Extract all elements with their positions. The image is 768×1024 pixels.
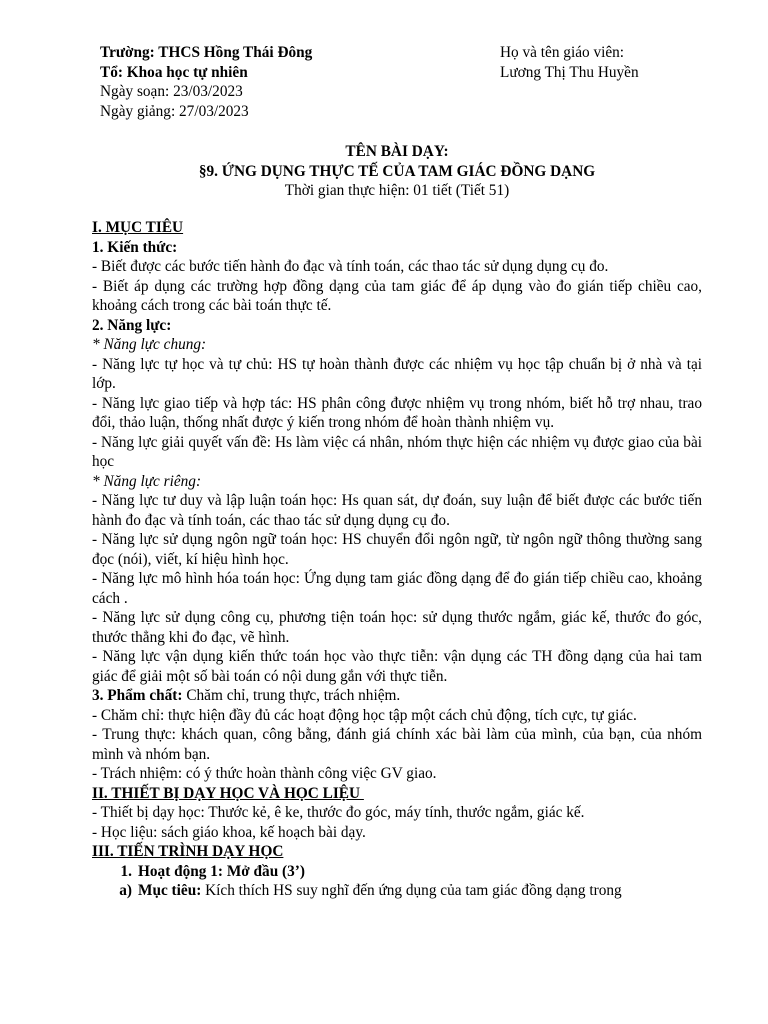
document-header [100, 43, 680, 121]
document-body [92, 218, 702, 901]
paragraph: - Trung thực: khách quan, công bằng, đánh giá chính xác bài làm của mình, của bạn, của nhóm mình và nhóm bạn. [92, 726, 702, 763]
activity-title: Hoạt động 1: Mở đầu (3’) [138, 862, 305, 880]
quality-line [92, 686, 702, 706]
paragraph: - Năng lực tư duy và lập luận toán học: Hs quan sát, dự đoán, suy luận để biết được các bước tiến hành đo đạc và tính toán, các thao tác sử dụng dụng cụ đo. [92, 492, 702, 529]
competence-heading: 2. Năng lực: [92, 316, 172, 334]
knowledge-heading: 1. Kiến thức: [92, 238, 178, 256]
department-name: Tổ: Khoa học tự nhiên [100, 63, 248, 81]
lesson-title-block [92, 142, 702, 201]
paragraph: - Năng lực tự học và tự chủ: HS tự hoàn thành được các nhiệm vụ học tập chuẩn bị ở nhà và tại lớp. [92, 355, 702, 392]
paragraph: - Năng lực sử dụng công cụ, phương tiện toán học: sử dụng thước ngắm, giác kế, thước đo góc, thước thẳng khi đo đạc, vẽ hình. [92, 609, 702, 646]
paragraph: - Năng lực giải quyết vấn đề: Hs làm việc cá nhân, nhóm thực hiện các nhiệm vụ được giao của bài học [92, 433, 702, 470]
sub-item-content: Kích thích HS suy nghĩ đến ứng dụng của tam giác đồng dạng trong [201, 882, 622, 899]
paragraph: - Trách nhiệm: có ý thức hoàn thành công việc GV giao. [92, 765, 437, 782]
paragraph: - Thiết bị dạy học: Thước kẻ, ê ke, thước đo góc, máy tính, thước ngắm, giác kế. [92, 804, 585, 821]
general-competence-heading: * Năng lực chung: [92, 336, 207, 353]
paragraph: - Năng lực sử dụng ngôn ngữ toán học: HS chuyển đổi ngôn ngữ, từ ngôn ngữ thông thường sang đọc (nói), viết, kí hiệu hình học. [92, 531, 702, 568]
teacher-name: Lương Thị Thu Huyền [500, 63, 639, 81]
paragraph: - Chăm chỉ: thực hiện đầy đủ các hoạt động học tập một cách chủ động, tích cực, tự giác. [92, 706, 637, 724]
quality-heading: 3. Phẩm chất: [92, 687, 183, 704]
title-label: TÊN BÀI DẠY: [345, 143, 449, 160]
teacher-label: Họ và tên giáo viên: [500, 44, 625, 61]
lesson-duration: Thời gian thực hiện: 01 tiết (Tiết 51) [284, 182, 510, 199]
paragraph: - Học liệu: sách giáo khoa, kế hoạch bài dạy. [92, 823, 366, 841]
specific-competence-heading: * Năng lực riêng: [92, 472, 202, 490]
paragraph: - Biết được các bước tiến hành đo đạc và tính toán, các thao tác sử dụng dụng cụ đo. [92, 258, 609, 275]
school-name: Trường: THCS Hồng Thái Đông [100, 44, 313, 61]
paragraph: - Năng lực giao tiếp và hợp tác: HS phân công được nhiệm vụ trong nhóm, biết hỗ trợ nhau, trao đổi, thảo luận, thống nhất được ý kiến trong nhóm để hoàn thành nhiệm vụ. [92, 394, 702, 431]
activity-item [92, 862, 702, 882]
section-equipment-heading: II. THIẾT BỊ DẠY HỌC VÀ HỌC LIỆU [92, 784, 364, 802]
paragraph: - Năng lực mô hình hóa toán học: Ứng dụng tam giác đồng dạng để đo gián tiếp chiều cao, khoảng cách . [92, 570, 702, 607]
paragraph: - Biết áp dụng các trường hợp đồng dạng của tam giác để áp dụng vào đo gián tiếp chiều cao, khoảng cách trong các bài toán thực tế. [92, 277, 702, 314]
lesson-title: §9. ỨNG DỤNG THỰC TẾ CỦA TAM GIÁC ĐỒNG DẠNG [198, 162, 596, 180]
section-process-heading: III. TIẾN TRÌNH DẠY HỌC [92, 843, 284, 860]
sub-item [92, 881, 702, 901]
prep-date: Ngày soạn: 23/03/2023 [100, 83, 243, 100]
quality-summary: Chăm chỉ, trung thực, trách nhiệm. [182, 687, 401, 704]
sub-item-letter: a) [119, 882, 132, 899]
section-objectives-heading: I. MỤC TIÊU [92, 219, 184, 236]
paragraph: - Năng lực vận dụng kiến thức toán học vào thực tiễn: vận dụng các TH đồng dạng của hai tam giác để giải một số bài toán có nội dung gắn với thực tiễn. [92, 648, 702, 685]
teach-date: Ngày giảng: 27/03/2023 [100, 102, 249, 120]
sub-item-label: Mục tiêu: [138, 882, 202, 899]
activity-number: 1. [120, 862, 132, 880]
sub-item-text [138, 881, 702, 901]
